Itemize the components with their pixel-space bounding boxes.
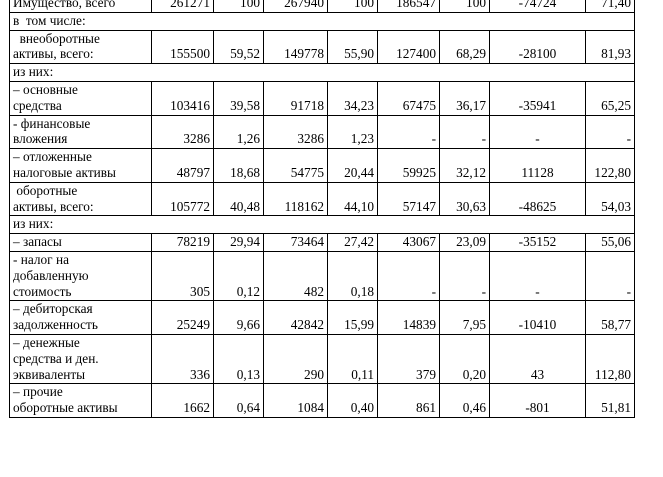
value-cell: - <box>490 115 586 149</box>
row-label-line: – отложенные <box>13 149 92 165</box>
row-label-line: активы, всего: <box>13 46 94 62</box>
value-cell: 9,66 <box>214 301 264 335</box>
value-cell: 39,58 <box>214 81 264 115</box>
value-cell: -35941 <box>490 81 586 115</box>
row-label-line: – дебиторская <box>13 301 93 317</box>
row-label-line: – прочие <box>13 384 63 400</box>
value-cell: 112,80 <box>586 334 635 383</box>
value-cell: 27,42 <box>328 234 378 252</box>
value-cell: 51,81 <box>586 384 635 418</box>
section-label <box>10 12 635 30</box>
value-cell: 81,93 <box>586 30 635 64</box>
value-cell: 1084 <box>264 384 328 418</box>
value-cell: 42842 <box>264 301 328 335</box>
value-cell: 43067 <box>378 234 440 252</box>
value-cell: 0,40 <box>328 384 378 418</box>
row-label-line: налоговые активы <box>13 164 116 180</box>
row-label <box>10 334 152 383</box>
row-label <box>10 0 152 12</box>
value-cell: 55,90 <box>328 30 378 64</box>
value-cell: - <box>440 251 490 300</box>
row-label-line: оборотные <box>13 182 78 198</box>
value-cell: 118162 <box>264 182 328 216</box>
row-label-line: из них: <box>13 216 54 232</box>
row-label <box>10 30 152 64</box>
row-label-line: – запасы <box>13 234 62 250</box>
value-cell: 30,63 <box>440 182 490 216</box>
value-cell: - <box>378 115 440 149</box>
value-cell: 78219 <box>152 234 214 252</box>
value-cell: 1,23 <box>328 115 378 149</box>
value-cell: 290 <box>264 334 328 383</box>
row-label <box>10 251 152 300</box>
value-cell: 71,40 <box>586 0 635 12</box>
value-cell: - <box>440 115 490 149</box>
value-cell: 36,17 <box>440 81 490 115</box>
value-cell: 0,11 <box>328 334 378 383</box>
value-cell: 14839 <box>378 301 440 335</box>
row-label <box>10 81 152 115</box>
value-cell: 68,29 <box>440 30 490 64</box>
value-cell: 0,12 <box>214 251 264 300</box>
value-cell: 1,26 <box>214 115 264 149</box>
value-cell: 0,13 <box>214 334 264 383</box>
value-cell: - <box>586 251 635 300</box>
row-label-line: добавленную <box>13 267 89 283</box>
value-cell: -28100 <box>490 30 586 64</box>
table-row <box>10 384 635 418</box>
value-cell: 305 <box>152 251 214 300</box>
row-label-line: стоимость <box>13 283 72 299</box>
row-label-line: задолженность <box>13 317 98 333</box>
value-cell: -35152 <box>490 234 586 252</box>
value-cell: 20,44 <box>328 149 378 183</box>
value-cell: 3286 <box>152 115 214 149</box>
table-row <box>10 251 635 300</box>
row-label <box>10 384 152 418</box>
section-label <box>10 64 635 82</box>
value-cell: 100 <box>328 0 378 12</box>
value-cell: 336 <box>152 334 214 383</box>
value-cell: 44,10 <box>328 182 378 216</box>
table-row <box>10 0 635 12</box>
value-cell: 48797 <box>152 149 214 183</box>
value-cell: 73464 <box>264 234 328 252</box>
value-cell: 122,80 <box>586 149 635 183</box>
table-row <box>10 30 635 64</box>
value-cell: 7,95 <box>440 301 490 335</box>
value-cell: 267940 <box>264 0 328 12</box>
value-cell: 23,09 <box>440 234 490 252</box>
row-label <box>10 301 152 335</box>
table-row <box>10 12 635 30</box>
value-cell: 55,06 <box>586 234 635 252</box>
value-cell: 29,94 <box>214 234 264 252</box>
value-cell: 54775 <box>264 149 328 183</box>
value-cell: 0,18 <box>328 251 378 300</box>
value-cell: 0,64 <box>214 384 264 418</box>
value-cell: 186547 <box>378 0 440 12</box>
value-cell: 67475 <box>378 81 440 115</box>
table-row <box>10 64 635 82</box>
table-row <box>10 301 635 335</box>
value-cell: 15,99 <box>328 301 378 335</box>
row-label-line: средства <box>13 97 62 113</box>
row-label <box>10 182 152 216</box>
value-cell: 18,68 <box>214 149 264 183</box>
value-cell: -10410 <box>490 301 586 335</box>
value-cell: 65,25 <box>586 81 635 115</box>
table-row <box>10 81 635 115</box>
table-row <box>10 182 635 216</box>
value-cell: 43 <box>490 334 586 383</box>
value-cell: 58,77 <box>586 301 635 335</box>
value-cell: 103416 <box>152 81 214 115</box>
row-label <box>10 149 152 183</box>
value-cell: 32,12 <box>440 149 490 183</box>
value-cell: 25249 <box>152 301 214 335</box>
value-cell: 149778 <box>264 30 328 64</box>
value-cell: 54,03 <box>586 182 635 216</box>
value-cell: 261271 <box>152 0 214 12</box>
value-cell: 34,23 <box>328 81 378 115</box>
section-label <box>10 216 635 234</box>
row-label-line: – денежные <box>13 334 80 350</box>
row-label-line: - налог на <box>13 251 69 267</box>
row-label-line: внеоборотные <box>13 30 100 46</box>
value-cell: -801 <box>490 384 586 418</box>
value-cell: 0,46 <box>440 384 490 418</box>
row-label-line: эквиваленты <box>13 366 86 382</box>
row-label-line: – основные <box>13 81 78 97</box>
row-label-line: оборотные активы <box>13 400 118 416</box>
value-cell: 57147 <box>378 182 440 216</box>
value-cell: - <box>378 251 440 300</box>
value-cell: -48625 <box>490 182 586 216</box>
value-cell: 861 <box>378 384 440 418</box>
row-label-line: - финансовые <box>13 115 91 131</box>
table-row <box>10 334 635 383</box>
row-label-line: средства и ден. <box>13 350 99 366</box>
balance-structure-table <box>9 0 635 418</box>
table-row <box>10 234 635 252</box>
value-cell: 127400 <box>378 30 440 64</box>
table-row <box>10 115 635 149</box>
row-label <box>10 115 152 149</box>
value-cell: 91718 <box>264 81 328 115</box>
value-cell: 100 <box>214 0 264 12</box>
value-cell: 482 <box>264 251 328 300</box>
value-cell: 1662 <box>152 384 214 418</box>
value-cell: 40,48 <box>214 182 264 216</box>
row-label-line: из них: <box>13 64 54 80</box>
value-cell: 100 <box>440 0 490 12</box>
value-cell: 3286 <box>264 115 328 149</box>
row-label <box>10 234 152 252</box>
value-cell: 59925 <box>378 149 440 183</box>
value-cell: - <box>490 251 586 300</box>
value-cell: 379 <box>378 334 440 383</box>
value-cell: 105772 <box>152 182 214 216</box>
table-row <box>10 216 635 234</box>
table-row <box>10 149 635 183</box>
value-cell: - <box>586 115 635 149</box>
value-cell: 59,52 <box>214 30 264 64</box>
row-label-line: в том числе: <box>13 12 86 28</box>
table-body <box>10 0 635 417</box>
value-cell: 0,20 <box>440 334 490 383</box>
row-label-line: активы, всего: <box>13 198 94 214</box>
row-label-line: вложения <box>13 131 68 147</box>
value-cell: 155500 <box>152 30 214 64</box>
value-cell: -74724 <box>490 0 586 12</box>
row-label-line: Имущество, всего <box>13 0 116 10</box>
value-cell: 11128 <box>490 149 586 183</box>
